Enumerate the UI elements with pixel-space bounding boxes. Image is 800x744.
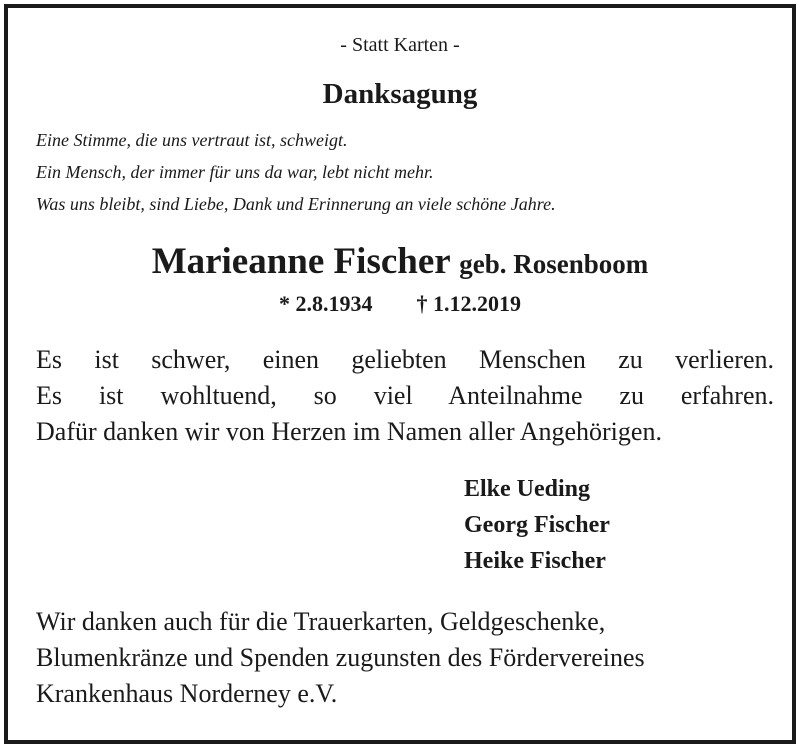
signatories [464, 471, 610, 579]
life-dates [8, 291, 792, 317]
message-line: Dafür danken wir von Herzen im Namen aller Angehörigen. [36, 417, 662, 446]
message-block [36, 342, 774, 450]
signatory-name: Georg Fischer [464, 512, 610, 538]
thanks-block [36, 604, 645, 712]
signatory-name: Heike Fischer [464, 548, 606, 574]
poem-line: Was uns bleibt, sind Liebe, Dank und Erinnerung an viele schöne Jahre. [36, 194, 556, 214]
poem-block [36, 124, 556, 220]
poem-line: Ein Mensch, der immer für uns da war, lebt nicht mehr. [36, 162, 434, 182]
deceased-name: Marieanne Fischer [151, 241, 451, 282]
death-date: † 1.12.2019 [416, 291, 521, 316]
message-line: Es ist schwer, einen geliebten Menschen zu verlieren. [36, 345, 774, 374]
thanks-line: Blumenkränze und Spenden zugunsten des Fördervereines [36, 643, 645, 672]
deceased-birth-name: geb. Rosenboom [459, 249, 649, 279]
deceased-name-line [8, 240, 792, 283]
notice-title: Danksagung [322, 78, 478, 110]
birth-date: * 2.8.1934 [279, 291, 373, 316]
obituary-notice [4, 4, 796, 744]
thanks-line: Wir danken auch für die Trauerkarten, Geldgeschenke, [36, 607, 606, 636]
header-statt-karten: - Statt Karten - [340, 34, 460, 56]
message-line: Es ist wohltuend, so viel Anteilnahme zu erfahren. [36, 381, 774, 410]
thanks-line: Krankenhaus Norderney e.V. [36, 679, 338, 708]
signatory-name: Elke Ueding [464, 476, 591, 502]
poem-line: Eine Stimme, die uns vertraut ist, schweigt. [36, 130, 348, 150]
